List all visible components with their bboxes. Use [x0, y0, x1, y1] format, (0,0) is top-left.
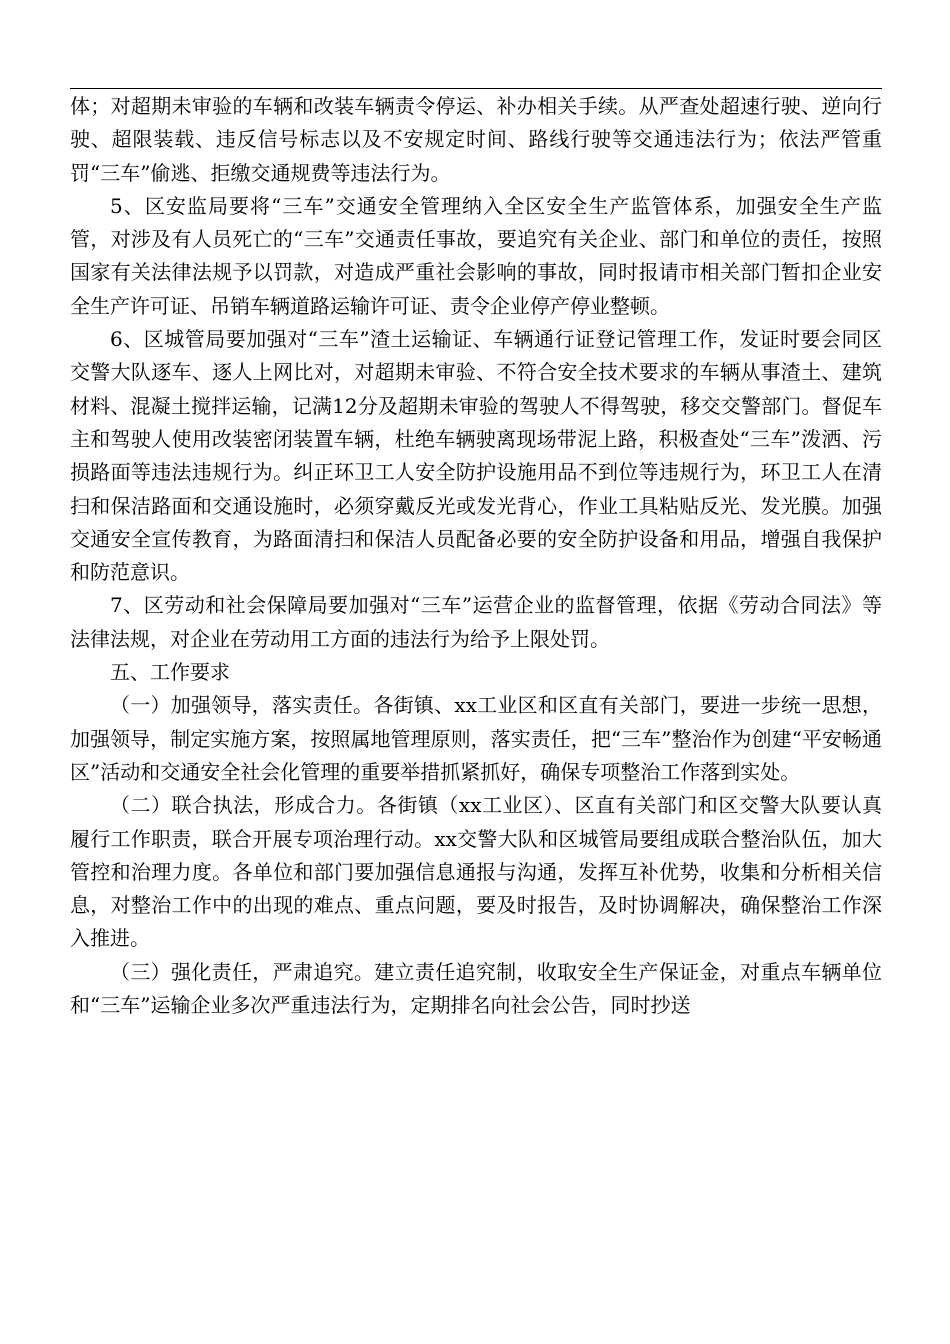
paragraph-continuation: 体；对超期未审验的车辆和改装车辆责令停运、补办相关手续。从严查处超速行驶、逆向行驶、超限装载、违反信号标志以及不安规定时间、路线行驶等交通违法行为；依法严管重罚“三车”偷逃、拒缴交通规费等违法行为。: [70, 94, 882, 185]
paragraph-requirement-2: （二）联合执法，形成合力。各街镇（xx工业区）、区直有关部门和区交警大队要认真履行工作职责，联合开展专项治理行动。xx交警大队和区城管局要组成联合整治队伍，加大管控和治理力度。各单位和部门要加强信息通报与沟通，发挥互补优势，收集和分析相关信息，对整治工作中的出现的难点、重点问题，要及时报告，及时协调解决，确保整治工作深入推进。: [70, 793, 882, 951]
paragraph-item-6: 6、区城管局要加强对“三车”渣土运输证、车辆通行证登记管理工作，发证时要会同区交警大队逐车、逐人上网比对，对超期未审验、不符合安全技术要求的车辆从事渣土、建筑材料、混凝土搅拌运输，记满12分及超期未审验的驾驶人不得驾驶，移交交警部门。督促车主和驾驶人使用改装密闭装置车辆，杜绝车辆驶离现场带泥上路，积极查处“三车”泼洒、污损路面等违法违规行为。纠正环卫工人安全防护设施用品不到位等违规行为，环卫工人在清扫和保洁路面和交通设施时，必须穿戴反光或发光背心，作业工具粘贴反光、发光膜。加强交通安全宣传教育，为路面清扫和保洁人员配备必要的安全防护设备和用品，增强自我保护和防范意识。: [70, 327, 882, 585]
section-heading-work-requirements: 五、工作要求: [110, 660, 230, 685]
document-body: [70, 90, 882, 1022]
paragraph-requirement-3: （三）强化责任，严肃追究。建立责任追究制，收取安全生产保证金，对重点车辆单位和“三车”运输企业多次严重违法行为，定期排名向社会公告，同时抄送: [70, 959, 882, 1018]
paragraph-requirement-1: （一）加强领导，落实责任。各街镇、xx工业区和区直有关部门，要进一步统一思想，加强领导，制定实施方案，按照属地管理原则，落实责任，把“三车”整治作为创建“平安畅通区”活动和交通安全社会化管理的重要举措抓紧抓好，确保专项整治工作落到实处。: [70, 693, 882, 784]
header-rule: [70, 88, 882, 89]
paragraph-item-7: 7、区劳动和社会保障局要加强对“三车”运营企业的监督管理，依据《劳动合同法》等法律法规，对企业在劳动用工方面的违法行为给予上限处罚。: [70, 593, 882, 651]
paragraph-item-5: 5、区安监局要将“三车”交通安全管理纳入全区安全生产监管体系，加强安全生产监管，对涉及有人员死亡的“三车”交通责任事故，要追究有关企业、部门和单位的责任，按照国家有关法律法规予以罚款，对造成严重社会影响的事故，同时报请市相关部门暂扣企业安全生产许可证、吊销车辆道路运输许可证、责令企业停产停业整顿。: [70, 193, 882, 318]
